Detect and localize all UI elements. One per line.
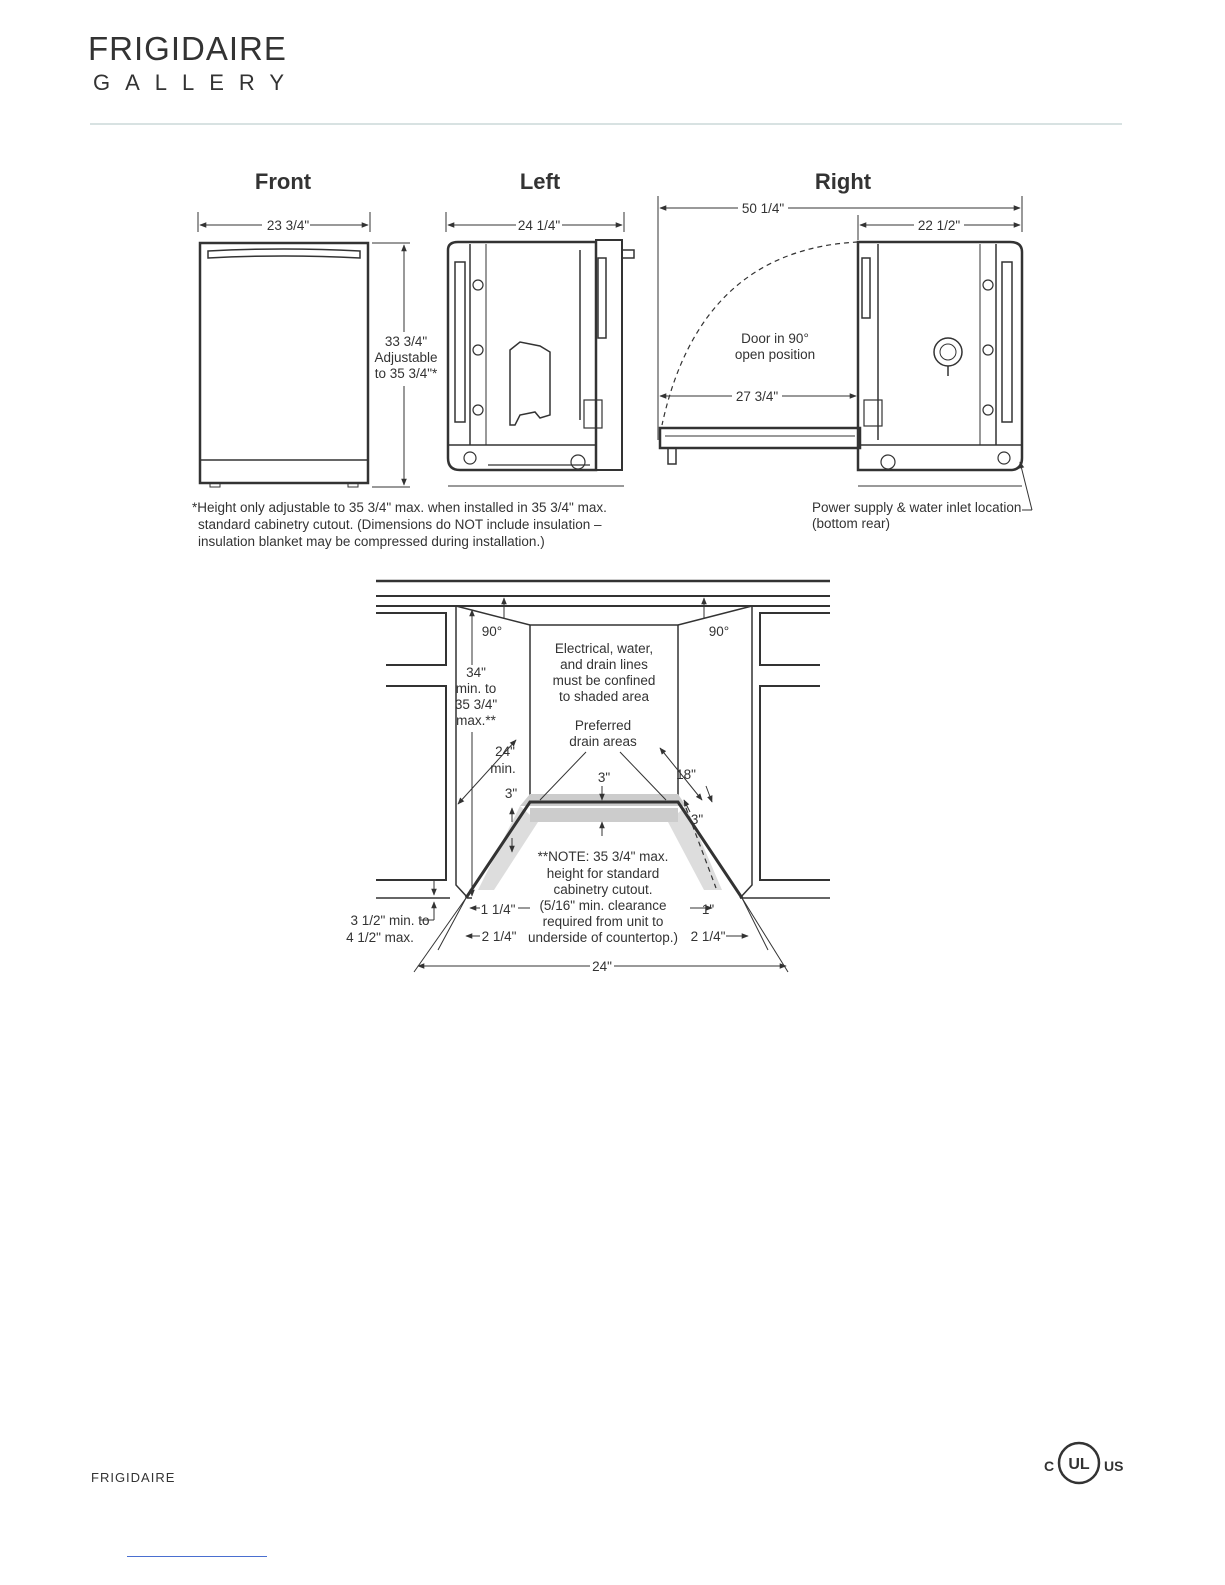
front-width-label: 23 3/4" <box>266 218 310 233</box>
cert-c-label: C <box>1044 1458 1055 1474</box>
cutout-height-label-4: max.** <box>456 713 496 728</box>
cutout-height-label-2: min. to <box>455 681 497 696</box>
power-supply-label-1: Power supply & water inlet location <box>812 500 1022 515</box>
three-inch-right-label: 3" <box>690 812 704 827</box>
door-open-label-2: open position <box>734 347 816 362</box>
width-min-label-2: min. <box>490 761 516 776</box>
preferred-drain-label-2: drain areas <box>569 734 637 749</box>
brand-logo: FRIGIDAIRE <box>88 30 287 67</box>
cert-us-label: US <box>1104 1458 1124 1474</box>
power-supply-label-2: (bottom rear) <box>812 516 891 531</box>
note-line-5: required from unit to <box>542 914 664 929</box>
cert-ul-label: UL <box>1068 1456 1090 1473</box>
note-line-1: **NOTE: 35 3/4" max. <box>537 849 669 864</box>
brand-sub-logo: GALLERY <box>93 70 300 95</box>
footer-link-line <box>127 1556 267 1557</box>
toe-kick-label-2: 4 1/2" max. <box>346 930 414 945</box>
shaded-area-label-2: and drain lines <box>560 657 648 672</box>
left-depth-label: 24 1/4" <box>517 218 561 233</box>
two-quarter-right-label: 2 1/4" <box>690 929 726 944</box>
shaded-area-label-1: Electrical, water, <box>554 641 654 656</box>
right-view <box>658 196 1032 510</box>
right-view-title: Right <box>814 169 872 194</box>
cutout-height-label-3: 35 3/4" <box>454 697 498 712</box>
shaded-area-label-4: to shaded area <box>558 689 650 704</box>
angle-left-label: 90° <box>481 624 503 639</box>
footnote-line-1: *Height only adjustable to 35 3/4" max. when installed in 35 3/4" max. <box>192 500 607 515</box>
footnote-line-2: standard cabinetry cutout. (Dimensions do NOT include insulation – <box>198 517 602 532</box>
front-height-label-2: Adjustable <box>374 350 438 365</box>
eighteen-inch-label: 18" <box>676 767 696 782</box>
right-body-depth-label: 22 1/2" <box>917 218 961 233</box>
ul-certification-icon <box>1044 1441 1126 1485</box>
shaded-area-label-3: must be confined <box>552 673 656 688</box>
right-total-depth-label: 50 1/4" <box>741 201 785 216</box>
note-line-3: cabinetry cutout. <box>553 882 653 897</box>
note-line-6: underside of countertop.) <box>527 930 679 945</box>
angle-right-label: 90° <box>708 624 730 639</box>
width-min-label-1: 24" <box>495 744 515 759</box>
door-depth-label: 27 3/4" <box>735 389 779 404</box>
front-view-title: Front <box>254 169 312 194</box>
front-height-label-3: to 35 3/4"* <box>374 366 438 381</box>
three-inch-center-label: 3" <box>597 770 611 785</box>
toe-kick-label-1: 3 1/2" min. to <box>350 913 430 928</box>
two-quarter-left-label: 2 1/4" <box>481 929 517 944</box>
left-view <box>446 212 634 486</box>
cutout-height-label-1: 34" <box>466 665 486 680</box>
front-height-label-1: 33 3/4" <box>384 334 428 349</box>
door-open-label-1: Door in 90° <box>741 331 809 346</box>
three-inch-left-label: 3" <box>504 786 518 801</box>
overall-width-label: 24" <box>592 959 612 974</box>
one-inch-label: 1" <box>701 902 715 917</box>
note-line-2: height for standard <box>546 866 660 881</box>
one-quarter-label: 1 1/4" <box>480 902 516 917</box>
footnote-line-3: insulation blanket may be compressed during installation.) <box>198 534 545 549</box>
left-view-title: Left <box>519 169 561 194</box>
note-line-4: (5/16" min. clearance <box>539 898 667 913</box>
footer-brand-logo: FRIGIDAIRE <box>91 1470 176 1485</box>
preferred-drain-label-1: Preferred <box>574 718 632 733</box>
